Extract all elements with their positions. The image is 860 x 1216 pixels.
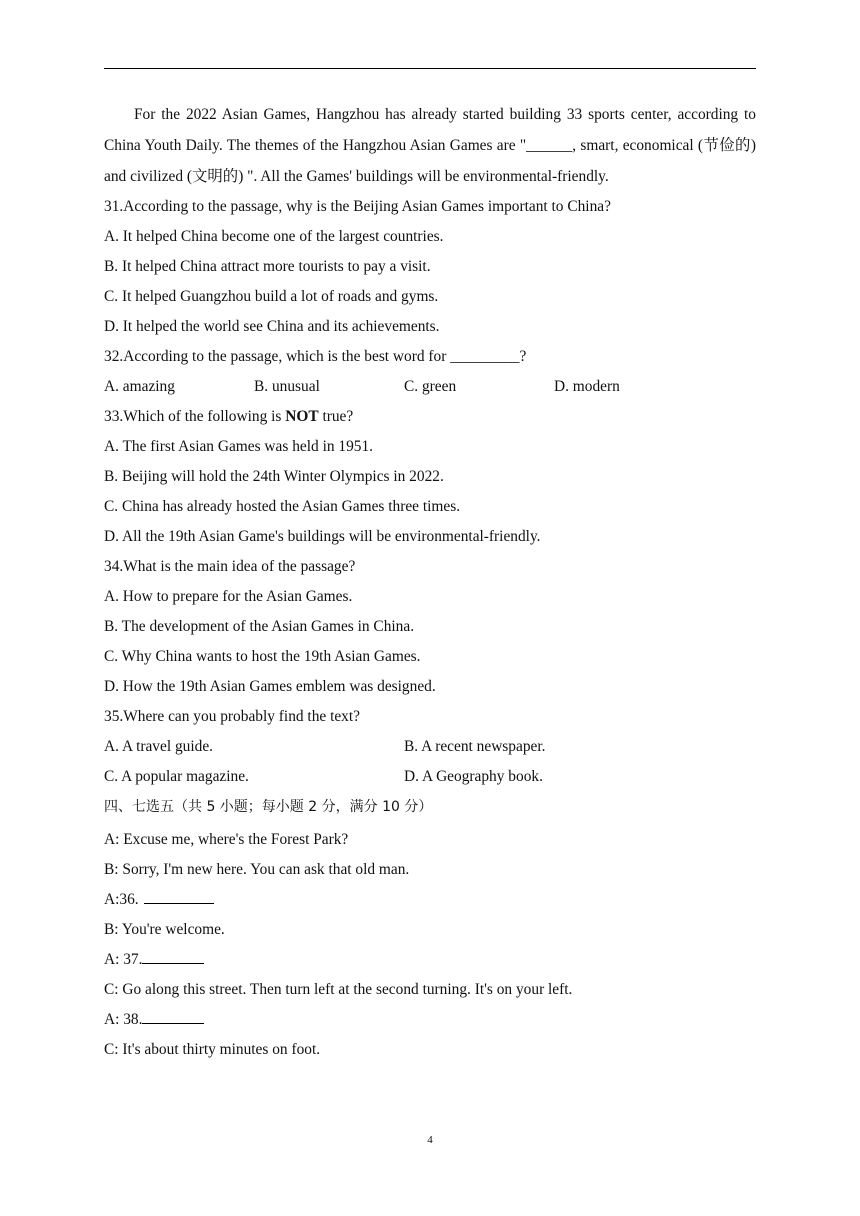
question-33-option-b: B. Beijing will hold the 24th Winter Olympics in 2022. <box>104 468 444 485</box>
dialogue-line-1: A: Excuse me, where's the Forest Park? <box>104 831 349 848</box>
question-31-option-d: D. It helped the world see China and its achievements. <box>104 318 440 335</box>
question-32-options <box>104 372 756 402</box>
question-31-option-b: B. It helped China attract more tourists to pay a visit. <box>104 258 431 275</box>
question-32-option-c: C. green <box>404 378 457 395</box>
passage-paragraph: For the 2022 Asian Games, Hangzhou has already started building 33 sports center, according to China Youth Daily. The themes of the Hangzhou Asian Games are "______, smart, economical (节俭的) and civilized (文明的) ". All the Games' buildings will be environmental-friendly. <box>104 106 756 185</box>
question-35-option-a: A. A travel guide. <box>104 738 213 755</box>
question-32-option-a: A. amazing <box>104 378 175 395</box>
question-35-option-c: C. A popular magazine. <box>104 768 249 785</box>
question-33-option-a: A. The first Asian Games was held in 1951. <box>104 438 374 455</box>
question-35-stem: 35.Where can you probably find the text? <box>104 708 360 725</box>
question-31-option-c: C. It helped Guangzhou build a lot of roads and gyms. <box>104 288 439 305</box>
question-33-stem-before: 33.Which of the following is <box>104 408 286 425</box>
section-heading: 四、七选五（共 5 小题；每小题 2 分，满分 10 分） <box>104 799 433 815</box>
dialogue-line-6: C: Go along this street. Then turn left at the second turning. It's on your left. <box>104 981 573 998</box>
answer-blank-38 <box>142 1008 204 1024</box>
question-32-option-b: B. unusual <box>254 378 320 395</box>
question-34-stem: 34.What is the main idea of the passage? <box>104 558 356 575</box>
question-35-options-row-2 <box>104 762 756 792</box>
question-35-options-row-1 <box>104 732 756 762</box>
question-33-option-c: C. China has already hosted the Asian Games three times. <box>104 498 461 515</box>
question-34-option-d: D. How the 19th Asian Games emblem was designed. <box>104 678 436 695</box>
question-35-option-d: D. A Geography book. <box>404 768 543 785</box>
page-number: 4 <box>427 1134 433 1146</box>
question-34-option-b: B. The development of the Asian Games in China. <box>104 618 415 635</box>
question-35-option-b: B. A recent newspaper. <box>404 738 546 755</box>
question-31-option-a: A. It helped China become one of the largest countries. <box>104 228 444 245</box>
dialogue-line-3 <box>104 885 756 915</box>
question-34-option-a: A. How to prepare for the Asian Games. <box>104 588 353 605</box>
question-33-stem <box>104 402 756 432</box>
dialogue-line-5-text: A: 37. <box>104 951 143 968</box>
dialogue-line-7 <box>104 1005 756 1035</box>
question-34-option-c: C. Why China wants to host the 19th Asian Games. <box>104 648 421 665</box>
page-content <box>104 99 756 1065</box>
header-rule <box>104 68 756 69</box>
dialogue-line-2: B: Sorry, I'm new here. You can ask that old man. <box>104 861 410 878</box>
question-32-option-d: D. modern <box>554 378 620 395</box>
dialogue-line-4: B: You're welcome. <box>104 921 225 938</box>
question-33-stem-after: true? <box>318 408 354 425</box>
dialogue-line-7-text: A: 38. <box>104 1011 143 1028</box>
question-33-stem-emphasis: NOT <box>285 408 319 425</box>
dialogue-line-3-text: A:36. <box>104 891 143 908</box>
question-31-stem: 31.According to the passage, why is the Beijing Asian Games important to China? <box>104 198 611 215</box>
answer-blank-36 <box>144 888 214 904</box>
dialogue-line-5 <box>104 945 756 975</box>
question-33-option-d: D. All the 19th Asian Game's buildings will be environmental-friendly. <box>104 528 541 545</box>
dialogue-line-8: C: It's about thirty minutes on foot. <box>104 1041 321 1058</box>
question-32-stem: 32.According to the passage, which is the best word for _________? <box>104 348 527 365</box>
answer-blank-37 <box>142 948 204 964</box>
